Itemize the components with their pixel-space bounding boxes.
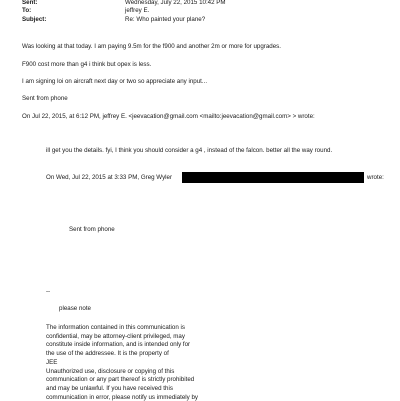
disclaimer-line: confidential, may be attorney-client privileged, may xyxy=(46,332,185,340)
disclaimer-line: constitute inside information, and is intended only for xyxy=(46,341,191,349)
to-label: To: xyxy=(22,7,32,14)
sent-from-phone-2: Sent from phone xyxy=(69,226,115,233)
disclaimer-line: and may be unlawful. If you have received this xyxy=(46,384,173,392)
redaction-bar xyxy=(182,172,364,183)
to-value: jeffrey E. xyxy=(125,7,150,14)
disclaimer-line: communication or any part thereof is strictly prohibited xyxy=(46,376,195,384)
reply-header-2-prefix: On Wed, Jul 22, 2015 at 3:33 PM, Greg Wyler xyxy=(46,174,173,181)
disclaimer-line: Unauthorized use, disclosure or copying of this xyxy=(46,367,175,375)
sent-value: Wednesday, July 22, 2015 10:42 PM xyxy=(125,0,226,6)
please-note: please note xyxy=(59,305,91,312)
reply-header-1: On Jul 22, 2015, at 6:12 PM, jeffrey E. <jeevacation@gmail.com <mailto:jeevacation@gmail.com> > wrote: xyxy=(22,113,315,120)
reply-header-2-suffix: wrote: xyxy=(367,174,384,181)
body-paragraph-1: Was looking at that today. I am paying 9.5m for the f900 and another 2m or more for upgrades. xyxy=(22,43,281,50)
subject-value: Re: Who painted your plane? xyxy=(125,16,206,23)
body-paragraph-2: F900 cost more than g4 i think but opex is less. xyxy=(22,61,152,68)
disclaimer-line: the use of the addressee. It is the property of xyxy=(46,350,169,358)
disclaimer-line: JEE xyxy=(46,358,58,366)
sent-label: Sent: xyxy=(22,0,38,6)
body-paragraph-3: I am signing loi on aircraft next day or two so appreciate any input... xyxy=(22,78,208,85)
disclaimer-line: The information contained in this communication is xyxy=(46,324,185,331)
disclaimer-line: communication in error, please notify us immediately by xyxy=(46,393,199,401)
signature-separator: -- xyxy=(46,288,51,295)
quoted-message-1: ill get you the details. fyi, I think you should consider a g4 , instead of the falcon. better all the way round. xyxy=(46,147,333,154)
sent-from-phone-1: Sent from phone xyxy=(22,95,68,102)
subject-label: Subject: xyxy=(22,16,47,23)
